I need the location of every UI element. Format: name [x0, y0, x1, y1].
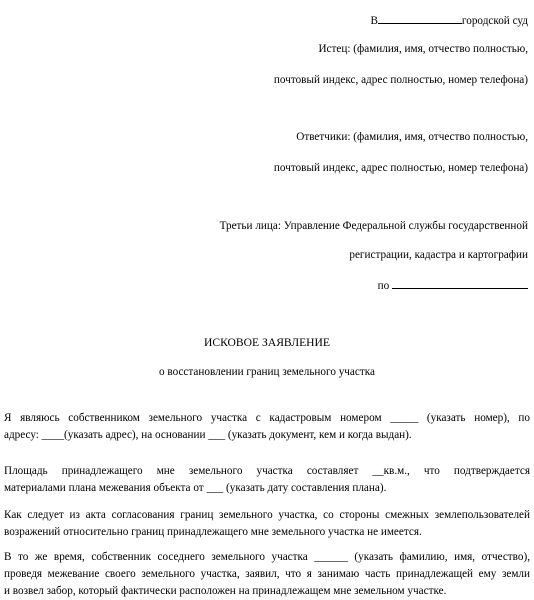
paragraph-line: В то же время, собственник соседнего земельного участка ______ (указать фамилию, имя, отчество), — [4, 551, 530, 563]
paragraph-dispute — [4, 549, 530, 600]
paragraph-line: адресу: ____(указать адрес), на основании ___ (указать документ, кем и когда выдан). — [4, 429, 412, 441]
plaintiff-line-2: почтовый индекс, адрес полностью, номер телефона) — [273, 74, 528, 86]
defendants-line-1: Ответчики: (фамилия, имя, отчество полностью, — [296, 131, 528, 143]
paragraph-line: и возвел забор, который фактически расположен на принадлежащем мне земельном участке. — [4, 585, 447, 597]
court-blank — [378, 13, 462, 24]
paragraph-line: Я являюсь собственником земельного участка с кадастровым номером _____ (указать номер), по — [4, 412, 530, 424]
document-subtitle: о восстановлении границ земельного участка — [159, 366, 375, 378]
third-parties-blank — [392, 278, 528, 289]
court-prefix: В — [370, 15, 378, 27]
paragraph-line: Как следует из акта согласования границ земельного участка, со стороны смежных землепользователей — [4, 509, 530, 521]
paragraph-area — [4, 463, 530, 497]
third-parties-line-2: регистрации, кадастра и картографии — [349, 249, 528, 261]
court-line — [370, 13, 528, 28]
paragraph-line: возражений относительно границ принадлежащего мне земельного участка не имеется. — [4, 526, 422, 538]
plaintiff-line-1: Истец: (фамилия, имя, отчество полностью, — [318, 43, 528, 55]
document-title: ИСКОВОЕ ЗАЯВЛЕНИЕ — [204, 336, 330, 349]
paragraph-agreement — [4, 507, 530, 541]
defendants-line-2: почтовый индекс, адрес полностью, номер телефона) — [273, 162, 528, 174]
paragraph-line: проведя межевание своего земельного участка, заявил, что я занимаю часть принадлежащей ему земли — [4, 568, 530, 580]
third-parties-prefix: по — [377, 280, 390, 292]
third-parties-line-3 — [378, 278, 528, 293]
court-suffix: городской суд — [461, 15, 528, 27]
paragraph-ownership — [4, 410, 530, 444]
paragraph-line: Площадь принадлежащего мне земельного участка составляет __кв.м., что подтверждается — [4, 465, 530, 477]
third-parties-line-1: Третьи лица: Управление Федеральной службы государственной — [219, 220, 528, 232]
paragraph-line: материалами плана межевания объекта от ___ (указать дату составления плана). — [4, 482, 387, 494]
